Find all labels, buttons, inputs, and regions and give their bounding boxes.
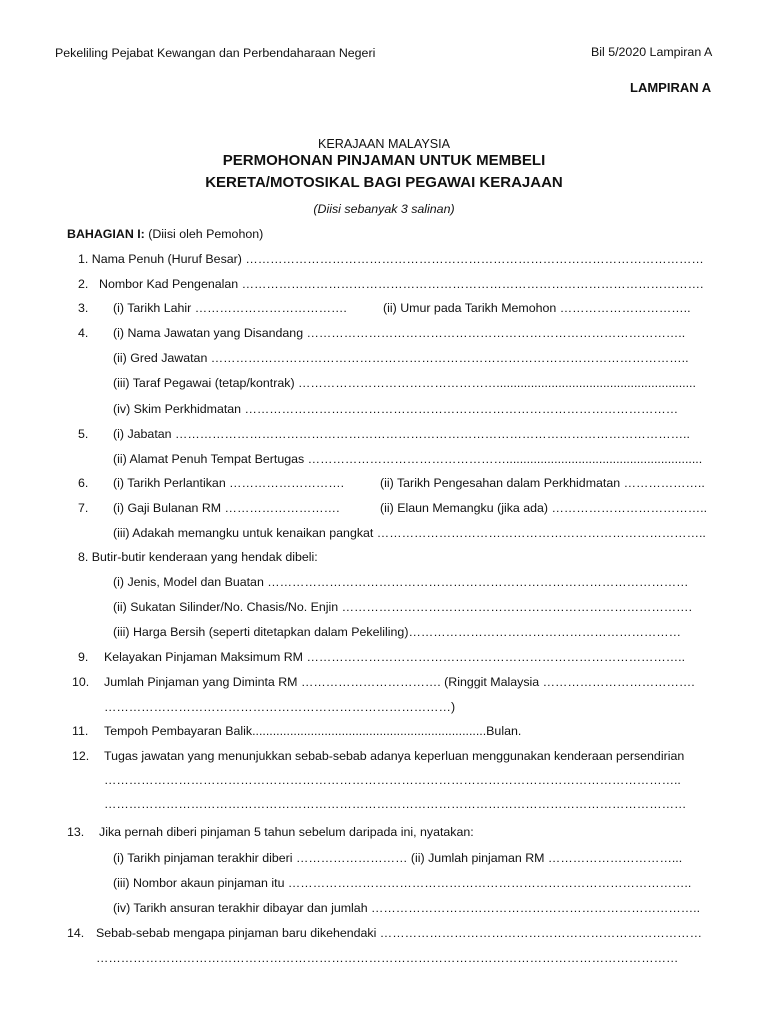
government-label: KERAJAAN MALAYSIA bbox=[317, 137, 451, 151]
field-9-max-loan: Kelayakan Pinjaman Maksimum RM ……………………………………………………………………………….. bbox=[104, 650, 686, 664]
field-9-number: 9. bbox=[78, 650, 89, 664]
field-13-previous-loan: Jika pernah diberi pinjaman 5 tahun sebelum daripada ini, nyatakan: bbox=[99, 825, 474, 839]
field-12-line-3: …………………………………………………………………………………………………………………………… bbox=[104, 797, 687, 811]
field-10-ringgit-words: …………………………………………………………………………) bbox=[104, 700, 456, 714]
field-14-reasons: Sebab-sebab mengapa pinjaman baru dikehendaki …………………………………………………………………… bbox=[96, 926, 702, 940]
field-5-address: (ii) Alamat Penuh Tempat Bertugas …………………………………………......................................................... bbox=[113, 452, 703, 466]
header-reference: Bil 5/2020 Lampiran A bbox=[591, 45, 713, 59]
field-4-position: (i) Nama Jawatan yang Disandang ……………………………………………………………………………….. bbox=[113, 326, 686, 340]
field-6-confirmation-date: (ii) Tarikh Pengesahan dalam Perkhidmatan ……………….. bbox=[380, 476, 705, 490]
form-title-line-1: PERMOHONAN PINJAMAN UNTUK MEMBELI bbox=[222, 152, 546, 169]
field-12-duties: Tugas jawatan yang menunjukkan sebab-sebab adanya keperluan menggunakan kenderaan persendirian bbox=[104, 749, 685, 763]
field-4-status: (iii) Taraf Pegawai (tetap/kontrak) ………………………………………….......................................................... bbox=[113, 376, 696, 390]
field-13-last-installment: (iv) Tarikh ansuran terakhir dibayar dan jumlah …………………………………………………………………….. bbox=[113, 901, 701, 915]
field-7-salary: (i) Gaji Bulanan RM ………………………. bbox=[113, 501, 340, 515]
field-13-last-loan-date: (i) Tarikh pinjaman terakhir diberi ……………………… (ii) Jumlah pinjaman RM …………………………... bbox=[113, 851, 683, 865]
field-12-number: 12. bbox=[72, 749, 90, 763]
field-8-chassis-engine: (ii) Sukatan Silinder/No. Chasis/No. Enjin …………………………………………………………………………. bbox=[113, 600, 693, 614]
field-14-line-2: …………………………………………………………………………………………………………………………… bbox=[96, 951, 679, 965]
field-8-model: (i) Jenis, Model dan Buatan ………………………………………………………………………………………… bbox=[113, 575, 689, 589]
header-circular-title: Pekeliling Pejabat Kewangan dan Perbendaharaan Negeri bbox=[55, 46, 376, 60]
section-heading bbox=[67, 228, 263, 240]
field-3-birth-date: (i) Tarikh Lahir ………………………………. bbox=[113, 301, 347, 315]
field-10-requested-loan: Jumlah Pinjaman yang Diminta RM ……………………………. (Ringgit Malaysia ………………………………. bbox=[104, 675, 695, 689]
field-13-account-number: (iii) Nombor akaun pinjaman itu …………………………………………………………………………………….. bbox=[113, 876, 692, 890]
field-7-number: 7. bbox=[78, 501, 89, 515]
field-1-full-name: 1. Nama Penuh (Huruf Besar) ………………………………………………………………………………………………… bbox=[78, 252, 704, 266]
field-3-age: (ii) Umur pada Tarikh Memohon ………………………….. bbox=[383, 301, 691, 315]
copies-note: (Diisi sebanyak 3 salinan) bbox=[313, 202, 455, 216]
field-5-number: 5. bbox=[78, 427, 89, 441]
field-7-acting-allowance: (ii) Elaun Memangku (jika ada) ……………………………….. bbox=[380, 501, 708, 515]
field-2-number: 2. bbox=[78, 277, 89, 291]
form-title-line-2: KERETA/MOTOSIKAL BAGI PEGAWAI KERAJAAN bbox=[205, 174, 563, 191]
field-11-number: 11. bbox=[72, 724, 89, 738]
lampiran-label: LAMPIRAN A bbox=[630, 80, 712, 95]
field-13-number: 13. bbox=[67, 825, 85, 839]
field-4-number: 4. bbox=[78, 326, 89, 340]
field-6-appointment-date: (i) Tarikh Perlantikan ………………………. bbox=[113, 476, 345, 490]
field-6-number: 6. bbox=[78, 476, 89, 490]
section-label: BAHAGIAN I: bbox=[67, 227, 145, 241]
field-7-acting-promotion: (iii) Adakah memangku untuk kenaikan pangkat …………………………………………………………………….. bbox=[113, 526, 706, 540]
section-note: (Diisi oleh Pemohon) bbox=[148, 227, 264, 241]
field-8-net-price: (iii) Harga Bersih (seperti ditetapkan dalam Pekeliling)………………………………………………………… bbox=[113, 625, 682, 639]
field-10-number: 10. bbox=[72, 675, 90, 689]
field-11-repayment-period: Tempoh Pembayaran Balik....................................................................Bulan. bbox=[104, 724, 522, 738]
field-3-number: 3. bbox=[78, 301, 89, 315]
field-4-grade: (ii) Gred Jawatan …………………………………………………………………………………………………….. bbox=[113, 351, 689, 365]
field-12-line-2: ………………………………………………………………………………………………………………………….. bbox=[104, 773, 681, 787]
field-14-number: 14. bbox=[67, 926, 85, 940]
field-2-ic-number: Nombor Kad Pengenalan …………………………………………………………………………………………………. bbox=[99, 277, 704, 291]
field-8-vehicle-details: 8. Butir-butir kenderaan yang hendak dibeli: bbox=[78, 550, 318, 564]
field-5-department: (i) Jabatan …………………………………………………………………………………………………………….. bbox=[113, 427, 690, 441]
field-4-scheme: (iv) Skim Perkhidmatan …………………………………………………………………………………………… bbox=[113, 402, 679, 416]
